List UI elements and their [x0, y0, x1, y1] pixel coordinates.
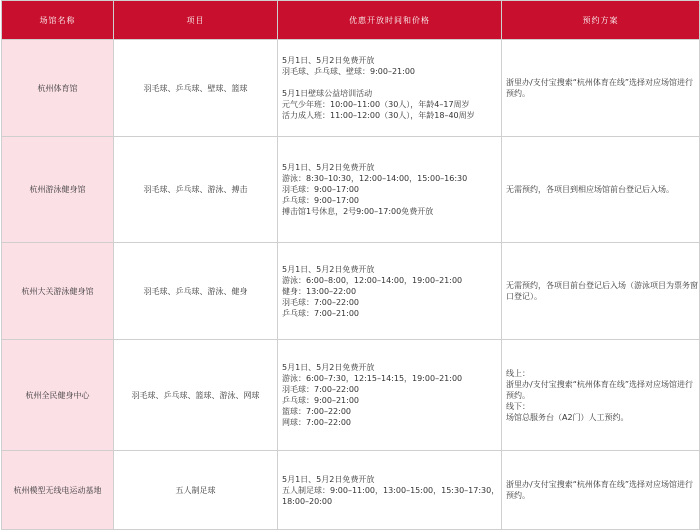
header-venue: 场馆名称 [2, 1, 114, 40]
header-booking: 预约方案 [502, 1, 700, 40]
venue-name-cell: 杭州体育馆 [2, 40, 114, 137]
header-time-price: 优惠开放时间和价格 [278, 1, 502, 40]
time-price-cell: 5月1日、5月2日免费开放 游泳：6:00–8:00，12:00–14:00，19:00–21:00 健身：13:00–22:00 羽毛球：7:00–22:00 乒乓球：7:00–21:00 [278, 243, 502, 340]
booking-cell: 无需预约，各项目到相应场馆前台登记后入场。 [502, 137, 700, 243]
table-row [2, 451, 700, 530]
booking-cell: 浙里办/支付宝搜索“杭州体育在线”选择对应场馆进行预约。 [502, 451, 700, 530]
venue-name-cell: 杭州大关游泳健身馆 [2, 243, 114, 340]
booking-cell: 线上： 浙里办/支付宝搜索“杭州体育在线”选择对应场馆进行预约。 线下： 场馆总服务台（A2门）人工预约。 [502, 340, 700, 451]
venue-name-cell: 杭州模型无线电运动基地 [2, 451, 114, 530]
venue-name-cell: 杭州游泳健身馆 [2, 137, 114, 243]
table-row [2, 243, 700, 340]
table-row [2, 137, 700, 243]
time-price-cell: 5月1日、5月2日免费开放 游泳：6:00–7:30，12:15–14:15，19:00–21:00 羽毛球：7:00–22:00 乒乓球：9:00–21:00 篮球：7:00–22:00 网球：7:00–22:00 [278, 340, 502, 451]
booking-cell: 无需预约，各项目前台登记后入场（游泳项目为票务窗口登记）。 [502, 243, 700, 340]
table-row [2, 40, 700, 137]
project-cell: 羽毛球、乒乓球、篮球、游泳、网球 [114, 340, 278, 451]
project-cell: 羽毛球、乒乓球、壁球、篮球 [114, 40, 278, 137]
time-price-cell: 5月1日、5月2日免费开放 五人制足球：9:00–11:00，13:00–15:00，15:30–17:30，18:00–20:00 [278, 451, 502, 530]
venue-schedule-table [1, 0, 700, 530]
table-row [2, 340, 700, 451]
time-price-cell: 5月1日、5月2日免费开放 羽毛球、乒乓球、壁球：9:00–21:00 5月1日壁球公益培训活动 元气少年班：10:00–11:00（30人），年龄4–17周岁 活力成人班：11:00–12:00（30人），年龄18–40周岁 [278, 40, 502, 137]
header-project: 项目 [114, 1, 278, 40]
venue-name-cell: 杭州全民健身中心 [2, 340, 114, 451]
project-cell: 羽毛球、乒乓球、游泳、健身 [114, 243, 278, 340]
project-cell: 五人制足球 [114, 451, 278, 530]
project-cell: 羽毛球、乒乓球、游泳、搏击 [114, 137, 278, 243]
booking-cell: 浙里办/支付宝搜索“杭州体育在线”选择对应场馆进行预约。 [502, 40, 700, 137]
time-price-cell: 5月1日、5月2日免费开放 游泳：8:30–10:30，12:00–14:00，15:00–16:30 羽毛球：9:00–17:00 乒乓球：9:00–17:00 搏击馆1号休息，2号9:00–17:00免费开放 [278, 137, 502, 243]
table-header-row [2, 1, 700, 40]
